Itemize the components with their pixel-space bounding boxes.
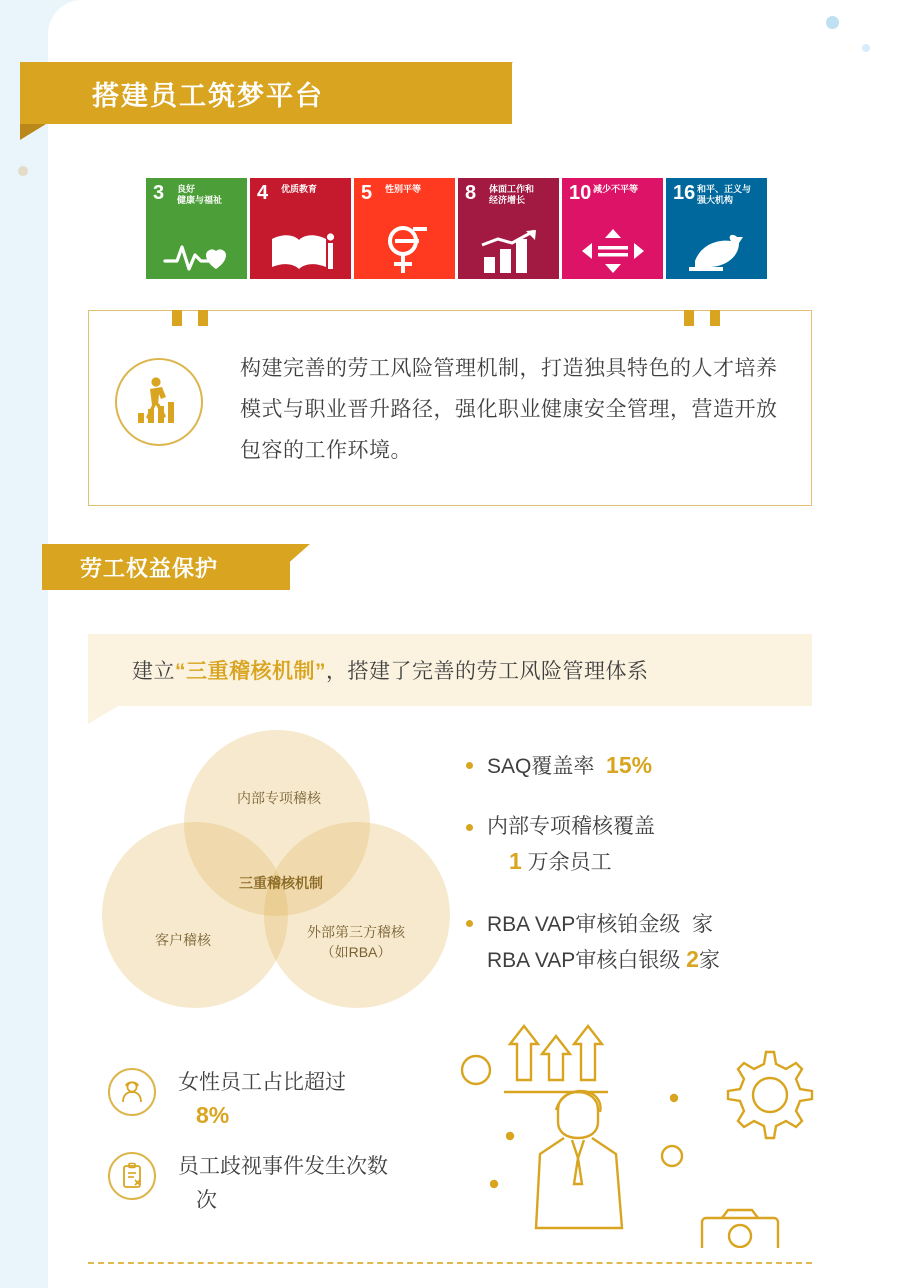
stat-value: 8% <box>196 1102 230 1128</box>
sdg-number: 3 <box>153 182 165 204</box>
intro-tick-3 <box>684 310 694 326</box>
footer-divider <box>88 1262 812 1264</box>
heartbeat-icon <box>146 235 247 275</box>
sdg-card-3 <box>146 178 247 279</box>
stat-value: 次 <box>196 1189 217 1212</box>
growth-chart-icon <box>458 229 559 275</box>
sdg-number: 5 <box>361 182 373 204</box>
equal-arrows-icon <box>562 227 663 275</box>
callout-banner <box>88 634 812 706</box>
gender-equality-icon <box>354 223 455 275</box>
bullet-text: SAQ覆盖率 15% <box>487 752 653 778</box>
bullet-dot-icon <box>466 920 473 927</box>
sdg-label: 性别平等 <box>385 184 422 194</box>
callout-suffix: ，搭建了完善的劳工风险管理体系 <box>326 660 649 683</box>
page-title: 搭建员工筑梦平台 <box>92 80 324 111</box>
circle-dot-icon <box>491 1181 497 1187</box>
camera-icon <box>702 1210 778 1248</box>
bullet-text: 内部专项稽核覆盖 1 万余员工 <box>487 810 655 880</box>
background-left-band <box>0 0 48 1288</box>
venn-circle-left <box>102 822 288 1008</box>
list-item <box>466 748 886 784</box>
gear-icon <box>728 1052 812 1138</box>
venn-diagram <box>96 730 456 1020</box>
sdg-card-4 <box>250 178 351 279</box>
bullet-subline: 1 万余员工 <box>509 848 612 874</box>
sdg-icon-row <box>146 178 770 279</box>
intro-text: 构建完善的劳工风险管理机制，打造独具特色的人才培养模式与职业晋升路径，强化职业健康安全管理，营造开放包容的工作环境。 <box>240 357 778 462</box>
venn-label-top: 内部专项稽核 <box>237 790 321 806</box>
sdg-label: 体面工作和 经济增长 <box>489 184 535 205</box>
sdg-number: 8 <box>465 182 477 204</box>
bullet-dot-icon <box>466 762 473 769</box>
arrows-up-icon <box>504 1026 608 1092</box>
sdg-label: 减少不平等 <box>593 184 639 194</box>
sdg-card-16 <box>666 178 767 279</box>
venn-label-center: 三重稽核机制 <box>239 875 323 891</box>
clipboard-x-icon <box>108 1152 156 1200</box>
venn-label-right: 外部第三方稽核 （如RBA） <box>307 924 405 960</box>
bottom-illustration <box>452 1008 852 1248</box>
sdg-label: 优质教育 <box>281 184 318 194</box>
sdg-number: 4 <box>257 182 269 204</box>
title-banner-notch <box>455 62 513 124</box>
list-item <box>466 906 886 978</box>
sdg-label: 和平、正义与 强大机构 <box>697 184 752 205</box>
sdg-card-5 <box>354 178 455 279</box>
circle-dot-icon <box>662 1146 682 1166</box>
sdg-card-8 <box>458 178 559 279</box>
list-item <box>466 810 886 880</box>
decor-dot-1 <box>826 16 839 29</box>
venn-circle-right <box>264 822 450 1008</box>
callout-text <box>132 655 649 685</box>
circle-dot-icon <box>462 1056 490 1084</box>
circle-dot-icon <box>671 1095 677 1101</box>
sdg-number: 10 <box>569 182 592 204</box>
circle-dot-icon <box>507 1133 513 1139</box>
section-tag-notch <box>258 544 310 590</box>
intro-tick-1 <box>172 310 182 326</box>
sdg-label: 良好 健康与福祉 <box>177 184 223 205</box>
bullet-list <box>466 748 886 1004</box>
venn-label-left: 客户稽核 <box>155 932 211 948</box>
sdg-card-10 <box>562 178 663 279</box>
callout-tail <box>88 706 118 724</box>
dove-icon <box>666 231 767 275</box>
section-tag <box>42 544 290 590</box>
intro-tick-2 <box>198 310 208 326</box>
sdg-number: 16 <box>673 182 696 204</box>
callout-prefix: 建立 <box>132 660 175 683</box>
book-icon <box>250 229 351 275</box>
stat-female-ratio <box>108 1068 346 1134</box>
stat-discrimination-cases <box>108 1152 388 1218</box>
worker-chart-icon <box>115 358 203 446</box>
female-employee-icon <box>108 1068 156 1116</box>
bullet-text: RBA VAP审核铂金级 家 RBA VAP审核白银级 2家 <box>487 913 720 972</box>
stat-label: 女性员工占比超过 <box>178 1071 346 1094</box>
person-icon <box>536 1091 622 1228</box>
stat-body <box>178 1068 346 1134</box>
bullet-dot-icon <box>466 824 473 831</box>
stat-body <box>178 1152 388 1218</box>
decor-dot-3 <box>18 166 28 176</box>
page-title-banner <box>20 62 512 124</box>
section-tag-label: 劳工权益保护 <box>80 555 219 581</box>
title-banner-tail <box>20 124 46 140</box>
decor-dot-2 <box>862 44 870 52</box>
stat-label: 员工歧视事件发生次数 <box>178 1155 388 1178</box>
intro-tick-4 <box>710 310 720 326</box>
callout-highlight: “三重稽核机制” <box>175 660 326 683</box>
